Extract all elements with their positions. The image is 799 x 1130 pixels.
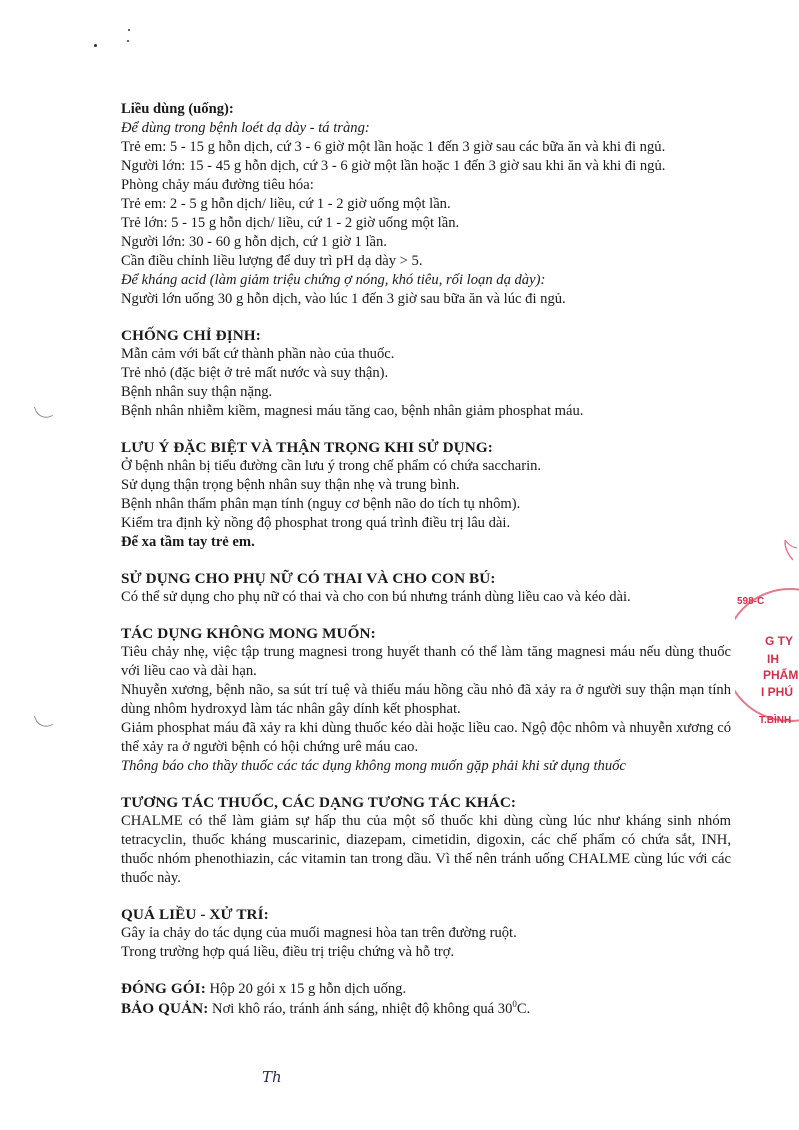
packaging-text: Hộp 20 gói x 15 g hỗn dịch uống.	[205, 981, 407, 997]
precaution-item: Kiểm tra định kỳ nồng độ phosphat trong quá trình điều trị lâu dài.	[121, 515, 511, 531]
overdose-section	[121, 905, 731, 962]
company-stamp-fragment	[735, 540, 799, 780]
contraindication-item: Bệnh nhân nhiễm kiềm, magnesi máu tăng cao, bệnh nhân giảm phosphat máu.	[121, 403, 584, 419]
scan-speck	[94, 44, 97, 47]
precautions-section	[121, 438, 731, 552]
contraindications-section	[121, 326, 731, 421]
stamp-text: 598-C	[737, 596, 765, 607]
side-effects-paragraph: Tiêu chảy nhẹ, việc tập trung magnesi trong huyết thanh có thể làm tăng magnesi máu nếu dùng thuốc với liều cao và dài hạn.	[121, 644, 731, 679]
ulcer-child-dose: Trẻ em: 5 - 15 g hỗn dịch, cứ 3 - 6 giờ một lần hoặc 1 đến 3 giờ sau các bữa ăn và khi đi ngủ.	[121, 139, 666, 155]
dosage-section	[121, 100, 731, 309]
scan-speck	[128, 29, 130, 31]
contraindication-item: Mẫn cảm với bất cứ thành phần nào của thuốc.	[121, 346, 395, 362]
interactions-section	[121, 793, 731, 888]
overdose-item: Trong trường hợp quá liều, điều trị triệu chứng và hỗ trợ.	[121, 944, 455, 960]
side-effects-section	[121, 624, 731, 776]
stamp-text: T.BÌNH	[759, 715, 792, 726]
packaging-label: ĐÓNG GÓI:	[121, 980, 206, 997]
ulcer-heading: Để dùng trong bệnh loét dạ dày - tá tràng:	[121, 120, 370, 136]
bleeding-child-dose: Trẻ em: 2 - 5 g hỗn dịch/ liều, cứ 1 - 2 giờ uống một lần.	[121, 196, 451, 212]
pregnancy-section	[121, 569, 731, 607]
ph-note: Cần điều chỉnh liều lượng để duy trì pH dạ dày > 5.	[121, 253, 423, 269]
precautions-title: LƯU Ý ĐẶC BIỆT VÀ THẬN TRỌNG KHI SỬ DỤNG:	[121, 439, 493, 456]
stamp-text: G TY	[765, 634, 794, 648]
overdose-item: Gây ỉa chảy do tác dụng của muối magnesi hòa tan trên đường ruột.	[121, 925, 517, 941]
contraindication-item: Trẻ nhỏ (đặc biệt ở trẻ mất nước và suy thận).	[121, 365, 389, 381]
scan-speck	[127, 40, 129, 42]
leaflet-text	[121, 100, 731, 1019]
bleeding-teen-dose: Trẻ lớn: 5 - 15 g hỗn dịch/ liều, cứ 1 - 2 giờ uống một lần.	[121, 215, 460, 231]
ulcer-adult-dose: Người lớn: 15 - 45 g hỗn dịch, cứ 3 - 6 giờ một lần hoặc 1 đến 3 giờ sau khi ăn và khi đi ngủ.	[121, 158, 666, 174]
antacid-heading: Để kháng acid (làm giảm triệu chứng ợ nóng, khó tiêu, rối loạn dạ dày):	[121, 272, 546, 288]
bleeding-heading: Phòng chảy máu đường tiêu hóa:	[121, 177, 314, 193]
interactions-text: CHALME có thể làm giảm sự hấp thu của một số thuốc khi dùng cùng lúc như kháng sinh nhóm tetracyclin, thuốc kháng muscarinic, diazepam, cimetidin, digoxin, các chế phẩm có chứa sắt, INH, thuốc nhóm phenothiazin, các vitamin tan trong dầu. Vì thế nên tránh uống CHALME cùng lúc với các thuốc này.	[121, 813, 731, 886]
punch-hole-mark	[34, 402, 53, 421]
stamp-text: PHẨM	[763, 668, 799, 682]
punch-hole-mark	[34, 711, 53, 730]
side-effects-notice: Thông báo cho thầy thuốc các tác dụng không mong muốn gặp phải khi sử dụng thuốc	[121, 758, 626, 774]
storage-label: BẢO QUẢN:	[121, 1000, 209, 1017]
stamp-text: IH	[767, 652, 779, 666]
degree-superscript: 0	[512, 999, 517, 1010]
contraindications-title: CHỐNG CHỈ ĐỊNH:	[121, 327, 261, 344]
precaution-item: Ở bệnh nhân bị tiểu đường cần lưu ý trong chế phẩm có chứa saccharin.	[121, 458, 542, 474]
storage-text: Nơi khô ráo, tránh ánh sáng, nhiệt độ không quá 30	[208, 1001, 513, 1017]
packaging-line	[121, 979, 731, 999]
contraindication-item: Bệnh nhân suy thận nặng.	[121, 384, 273, 400]
precaution-item: Bệnh nhân thẩm phân mạn tính (nguy cơ bệnh não do tích tụ nhôm).	[121, 496, 521, 512]
overdose-title: QUÁ LIỀU - XỬ TRÍ:	[121, 906, 269, 923]
packaging-storage-section	[121, 979, 731, 1019]
side-effects-paragraph: Nhuyễn xương, bệnh não, sa sút trí tuệ và thiếu máu hồng cầu nhỏ đã xảy ra ở người suy thận mạn tính dùng nhôm hydroxyd làm tác nhân gây dính kết phosphat.	[121, 682, 731, 717]
storage-unit: C.	[516, 1001, 531, 1017]
pregnancy-title: SỬ DỤNG CHO PHỤ NỮ CÓ THAI VÀ CHO CON BÚ:	[121, 570, 496, 587]
storage-line	[121, 999, 731, 1019]
handwritten-initials: Th	[262, 1068, 282, 1086]
bleeding-adult-dose: Người lớn: 30 - 60 g hỗn dịch, cứ 1 giờ 1 lần.	[121, 234, 387, 250]
antacid-adult-dose: Người lớn uống 30 g hỗn dịch, vào lúc 1 đến 3 giờ sau bữa ăn và lúc đi ngủ.	[121, 291, 566, 307]
stamp-text: I PHÚ	[761, 685, 794, 699]
precaution-item: Sử dụng thận trọng bệnh nhân suy thận nhẹ và trung bình.	[121, 477, 460, 493]
side-effects-title: TÁC DỤNG KHÔNG MONG MUỐN:	[121, 625, 376, 642]
children-warning: Để xa tầm tay trẻ em.	[121, 534, 255, 550]
pregnancy-text: Có thể sử dụng cho phụ nữ có thai và cho con bú nhưng tránh dùng liều cao và kéo dài.	[121, 589, 631, 605]
side-effects-paragraph: Giảm phosphat máu đã xảy ra khi dùng thuốc kéo dài hoặc liều cao. Ngộ độc nhôm và nhuyễn xương có thể xảy ra ở người bệnh có hội chứng urê máu cao.	[121, 720, 731, 755]
stamp-scribble	[735, 540, 799, 570]
interactions-title: TƯƠNG TÁC THUỐC, CÁC DẠNG TƯƠNG TÁC KHÁC:	[121, 794, 517, 811]
dosage-title: Liều dùng (uống):	[121, 101, 234, 117]
